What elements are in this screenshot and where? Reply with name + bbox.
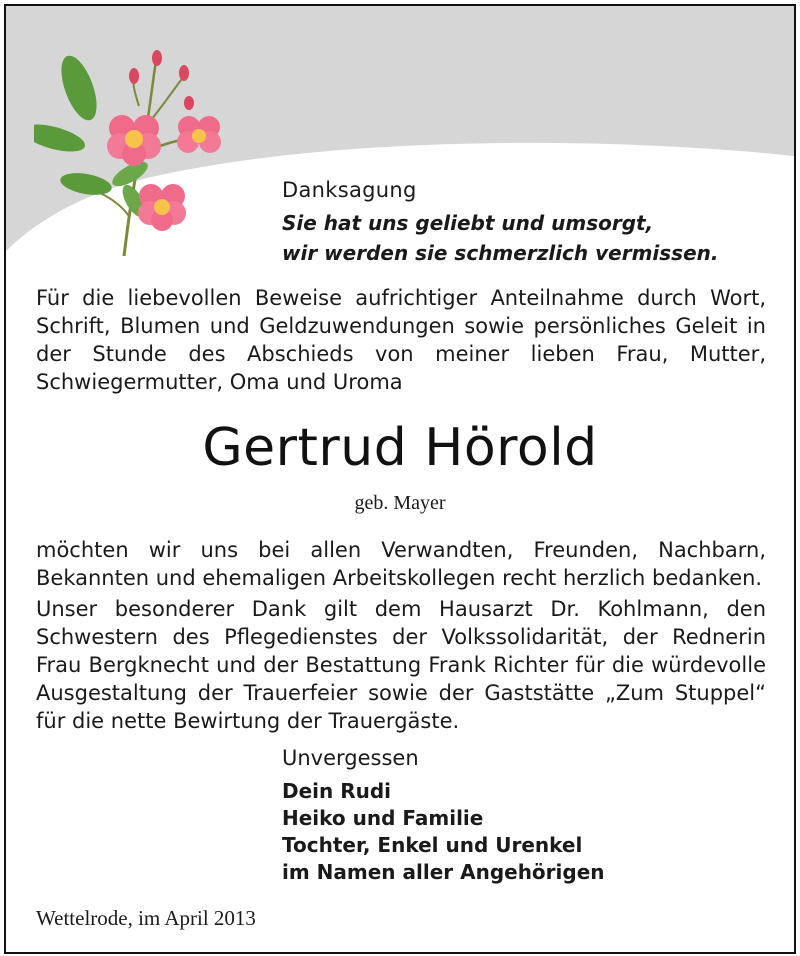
motto-line-1: Sie hat uns geliebt und umsorgt,: [282, 211, 654, 235]
signature-heading: Unvergessen: [282, 746, 419, 770]
signature-line: im Namen aller Angehörigen: [282, 860, 605, 884]
place-date: Wettelrode, im April 2013: [36, 906, 256, 930]
rose-branch-icon: [34, 46, 234, 266]
thanks-paragraph-2: möchten wir uns bei allen Verwandten, Freunden, Nachbarn, Bekannten und ehemaligen Arbeitskollegen recht herzlich bedanken.: [36, 538, 766, 590]
motto-line-2: wir werden sie schmerzlich vermissen.: [282, 241, 719, 265]
signature-list: [282, 778, 605, 886]
thanks-paragraph-3: Unser besonderer Dank gilt dem Hausarzt Dr. Kohlmann, den Schwestern des Pflegedienstes der Volkssolidarität, der Rednerin Frau Bergknecht und der Bestattung Frank Richter für die würdevolle Ausgestaltung der Trauerfeier sowie der Gaststätte „Zum Stuppel“ für die nette Bewirtung der Trauergäste.: [36, 597, 766, 733]
heading-danksagung: Danksagung: [282, 178, 417, 202]
obituary-notice: [4, 4, 796, 954]
maiden-name: geb. Mayer: [354, 492, 446, 514]
signature-line: Heiko und Familie: [282, 806, 484, 830]
deceased-name: Gertrud Hörold: [202, 418, 598, 478]
thanks-paragraph-1: Für die liebevollen Beweise aufrichtiger Anteilnahme durch Wort, Schrift, Blumen und Geldzuwendungen sowie persönliches Geleit in der Stunde des Abschieds von meiner lieben Frau, Mutter, Schwiegermutter, Oma und Uroma: [36, 286, 766, 394]
motto: [282, 208, 718, 268]
signature-line: Tochter, Enkel und Urenkel: [282, 833, 583, 857]
signature-line: Dein Rudi: [282, 779, 392, 803]
